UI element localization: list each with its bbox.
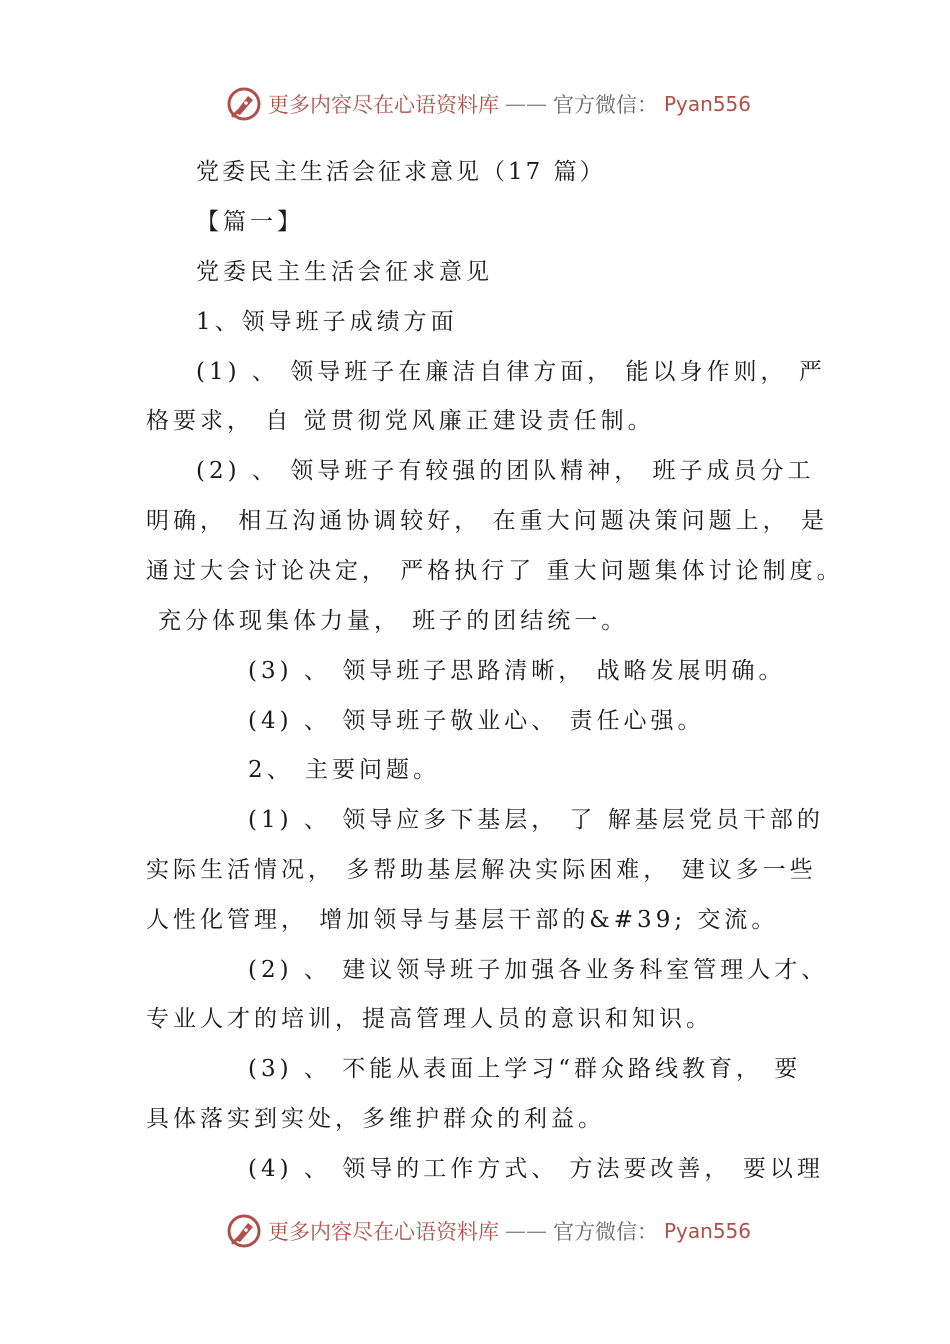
- text-line: (4) 、 领导的工作方式、 方法要改善， 要以理: [248, 1156, 824, 1182]
- watermark-wechat-id: Pyan556: [664, 92, 752, 116]
- text-line: (2) 、 建议领导班子加强各业务科室管理人才、: [248, 957, 829, 983]
- text-line: 实际生活情况， 多帮助基层解决实际困难， 建议多一些: [146, 857, 817, 883]
- text-line: (1) 、 领导应多下基层， 了 解基层党员干部的: [248, 807, 824, 833]
- text-line: 1、领导班子成绩方面: [196, 309, 458, 335]
- watermark-label: 官方微信：: [553, 93, 658, 117]
- watermark-separator: ——: [505, 92, 547, 116]
- watermark-main-text: 更多内容尽在心语资料库: [268, 1220, 499, 1244]
- watermark-banner-top: [226, 84, 751, 124]
- text-line: 专业人才的培训，提高管理人员的意识和知识。: [146, 1006, 713, 1032]
- watermark-banner-bottom: [226, 1211, 751, 1251]
- text-line: (3) 、 不能从表面上学习“群众路线教育， 要: [248, 1056, 802, 1082]
- text-line: 2、 主要问题。: [248, 757, 440, 783]
- text-line: 人性化管理， 增加领导与基层干部的&#39; 交流。: [146, 907, 779, 933]
- text-line: 充分体现集体力量， 班子的团结统一。: [158, 608, 629, 634]
- pen-nib-circle-icon: [226, 86, 262, 122]
- doc-title: 党委民主生活会征求意见（17 篇）: [196, 159, 606, 185]
- pen-nib-circle-icon: [226, 1213, 262, 1249]
- doc-subtitle: 党委民主生活会征求意见: [196, 259, 493, 285]
- watermark-separator: ——: [505, 1219, 547, 1243]
- watermark-main-text: 更多内容尽在心语资料库: [268, 93, 499, 117]
- text-line: (3) 、 领导班子思路清晰， 战略发展明确。: [248, 658, 786, 684]
- text-line: (2) 、 领导班子有较强的团队精神， 班子成员分工: [196, 458, 815, 484]
- section-heading: 【篇一】: [196, 209, 304, 235]
- text-line: 格要求， 自 觉贯彻党风廉正建设责任制。: [146, 408, 655, 434]
- watermark-wechat-id: Pyan556: [664, 1219, 752, 1243]
- text-line: 明确， 相互沟通协调较好， 在重大问题决策问题上， 是: [146, 508, 828, 534]
- text-line: 通过大会讨论决定， 严格执行了 重大问题集体讨论制度。: [146, 558, 844, 584]
- text-line: (1) 、 领导班子在廉洁自律方面， 能以身作则， 严: [196, 359, 826, 385]
- watermark-label: 官方微信：: [553, 1220, 658, 1244]
- text-line: (4) 、 领导班子敬业心、 责任心强。: [248, 708, 705, 734]
- text-line: 具体落实到实处，多维护群众的利益。: [146, 1106, 605, 1132]
